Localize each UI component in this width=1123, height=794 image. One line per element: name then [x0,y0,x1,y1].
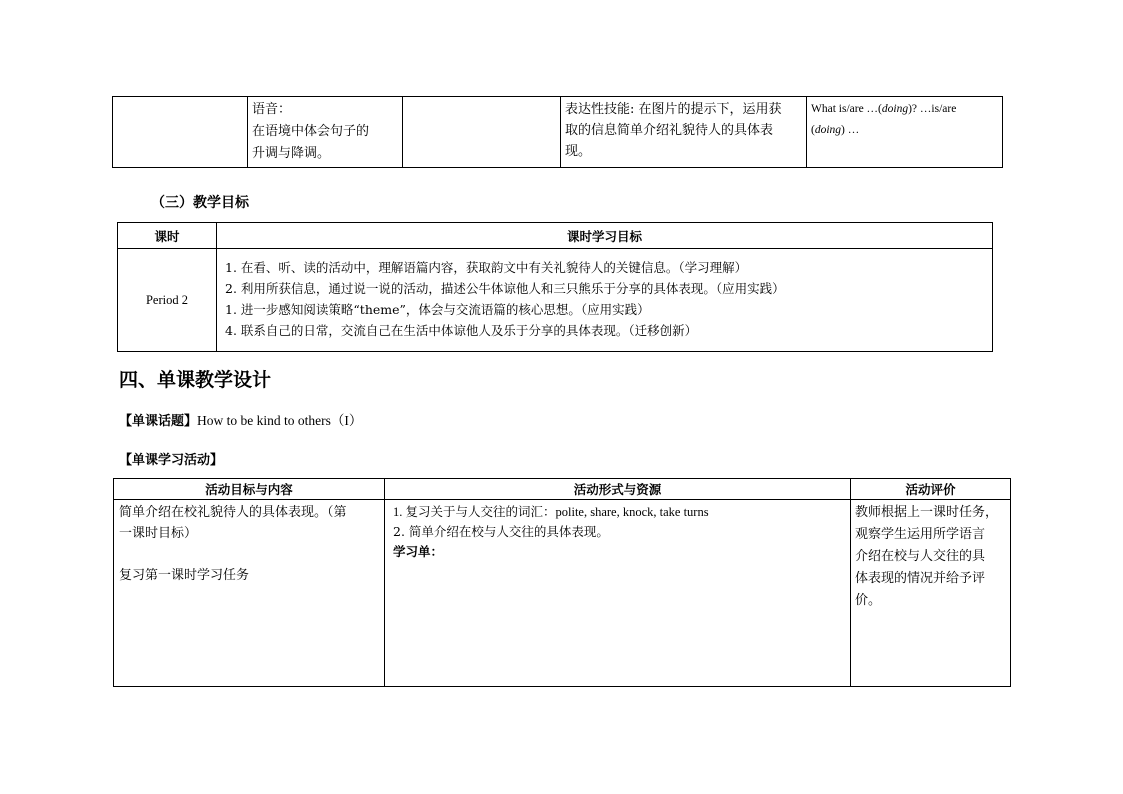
top-table-cell-2 [248,97,403,168]
goal-line: 一课时目标） [119,526,198,541]
goal-item: 2. 利用所获信息，通过说一说的活动，描述公牛体谅他人和三只熊乐于分享的具体表现。（应用实践） [225,281,785,296]
phonics-line: 升调与降调。 [252,146,331,161]
lesson-topic-label: 【单课话题】 [119,414,198,429]
teaching-goals-table [117,222,993,352]
activity-header-goal: 活动目标与内容 [114,479,385,500]
activity-table [113,478,1011,687]
activity-header-form: 活动形式与资源 [385,479,851,500]
goal-line: 简单介绍在校礼貌待人的具体表现。（第 [119,505,347,520]
lesson-topic-value: How to be kind to others（I） [197,413,363,428]
goal-item: 4. 联系自己的日常，交流自己在生活中体谅他人及乐于分享的具体表现。（迁移创新） [225,323,698,338]
top-table-cell-3 [403,97,561,168]
activity-header-eval: 活动评价 [851,479,1011,500]
eval-line: 体表现的情况并给予评 [855,571,986,586]
top-table [112,96,1003,168]
top-table-cell-4 [561,97,807,168]
goal-item: 1. 进一步感知阅读策略“theme”，体会与交流语篇的核心思想。（应用实践） [225,302,650,317]
eval-line: 观察学生运用所学语言 [855,527,986,542]
section-3-title: （三）教学目标 [151,195,249,211]
eval-line: 价。 [855,593,882,608]
goals-cell [217,249,993,352]
lesson-activity-label: 【单课学习活动】 [119,453,224,468]
activity-goal-cell [114,500,385,687]
goals-header-period: 课时 [118,223,217,249]
phonics-line: 语音： [252,102,292,117]
lesson-topic [119,409,362,429]
goal-line: 复习第一课时学习任务 [119,568,250,583]
top-table-cell-1 [113,97,248,168]
activity-eval-cell [851,500,1011,687]
worksheet-label: 学习单： [393,544,444,559]
lesson-activity-heading [119,449,223,468]
eval-line: 介绍在校与人交往的具 [855,549,986,564]
section-4-title: 四、单课教学设计 [119,369,272,391]
form-line: 1. 复习关于与人交往的词汇：polite, share, knock, take turns [393,505,709,519]
goals-header-goals: 课时学习目标 [217,223,993,249]
top-table-cell-5 [807,97,1003,168]
eval-line: 教师根据上一课时任务， [855,505,999,520]
sentence-pattern-line-1: What is/are …(doing)? …is/are [811,103,957,115]
form-line: 2. 简单介绍在校与人交往的具体表现。 [393,524,609,539]
skill-line: 取的信息简单介绍礼貌待人的具体表 [565,123,774,138]
period-cell: Period 2 [118,249,217,352]
spacer [119,544,379,565]
skill-line: 表达性技能: 在图片的提示下，运用获 [565,102,782,117]
activity-form-cell [385,500,851,687]
skill-line: 现。 [565,144,592,159]
sentence-pattern-line-2: (doing) … [811,124,860,136]
goal-item: 1. 在看、听、读的活动中，理解语篇内容，获取韵文中有关礼貌待人的关键信息。（学习理解） [225,260,748,275]
phonics-line: 在语境中体会句子的 [252,124,370,139]
